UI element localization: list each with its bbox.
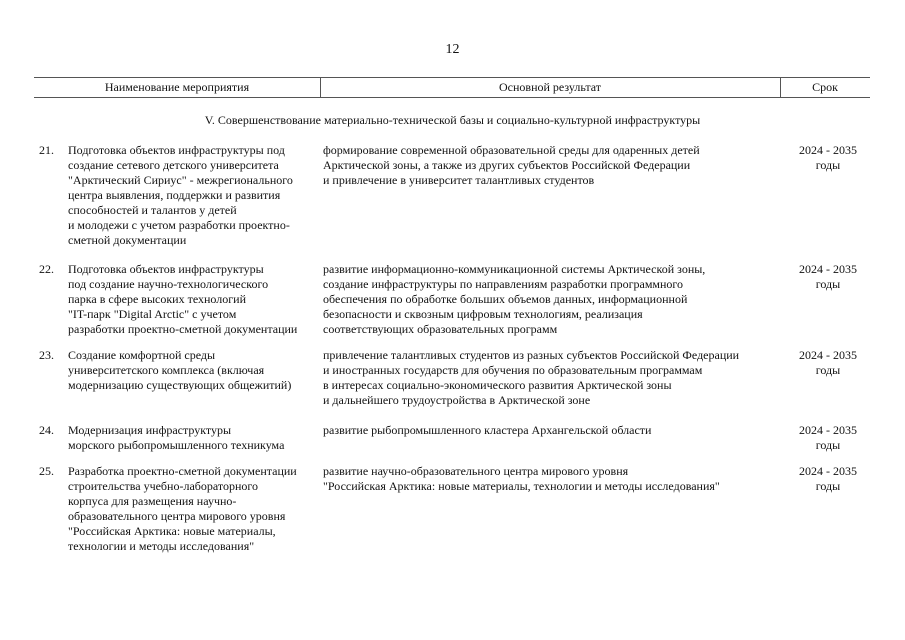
main-result-line: развитие рыбопромышленного кластера Архангельской области [323, 423, 652, 437]
page-number: 12 [445, 42, 460, 57]
term-line: 2024 - 2035 [799, 464, 857, 478]
header-result-column: Основной результат [498, 80, 601, 94]
term-line: 2024 - 2035 [799, 262, 857, 276]
term-line: 2024 - 2035 [799, 348, 857, 362]
row-number: 22. [39, 262, 54, 276]
event-name-line: создание сетевого детского университета [68, 158, 279, 172]
term-line: годы [815, 438, 841, 452]
column-divider [780, 78, 781, 97]
main-result-line: и привлечение в университет талантливых студентов [323, 173, 595, 187]
event-name-line: Создание комфортной среды [68, 348, 216, 362]
main-result-line: соответствующих образовательных программ [323, 322, 558, 336]
main-result-line: и иностранных государств для обучения по образовательным программам [323, 363, 703, 377]
event-name [68, 423, 316, 453]
main-result-line: "Российская Арктика: новые материалы, технологии и методы исследования" [323, 479, 720, 493]
row-number: 24. [39, 423, 54, 437]
term [786, 423, 870, 453]
table-header [34, 77, 870, 98]
term [786, 464, 870, 494]
event-name-line: модернизацию существующих общежитий) [68, 378, 292, 392]
header-name-column: Наименование мероприятия [104, 80, 250, 94]
main-result-line: привлечение талантливых студентов из разных субъектов Российской Федерации [323, 348, 740, 362]
event-name-line: университетского комплекса (включая [68, 363, 265, 377]
event-name-line: строительства учебно-лабораторного [68, 479, 259, 493]
event-name-line: под создание научно-технологического [68, 277, 269, 291]
event-name-line: сметной документации [68, 233, 187, 247]
main-result-line: в интересах социально-экономического развития Арктической зоны [323, 378, 672, 392]
main-result [323, 262, 783, 337]
main-result-line: развитие информационно-коммуникационной системы Арктической зоны, [323, 262, 706, 276]
event-name-line: "Российская Арктика: новые материалы, [68, 524, 276, 538]
term-line: годы [815, 479, 841, 493]
event-name-line: Подготовка объектов инфраструктуры [68, 262, 264, 276]
term-line: годы [815, 363, 841, 377]
row-number: 21. [39, 143, 54, 157]
event-name-line: способностей и талантов у детей [68, 203, 237, 217]
main-result-line: создание инфраструктуры по направлениям разработки программного [323, 277, 684, 291]
main-result [323, 464, 783, 494]
event-name-line: и молодежи с учетом разработки проектно- [68, 218, 290, 232]
event-name [68, 262, 316, 337]
main-result-line: безопасности и сквозным цифровым технологиям, реализация [323, 307, 643, 321]
row-number: 25. [39, 464, 54, 478]
main-result-line: Арктической зоны, а также из других субъектов Российской Федерации [323, 158, 691, 172]
main-result [323, 143, 783, 188]
event-name-line: технологии и методы исследования" [68, 539, 255, 553]
term-line: годы [815, 158, 841, 172]
event-name [68, 348, 316, 393]
term-line: 2024 - 2035 [799, 423, 857, 437]
header-term-column: Срок [812, 80, 838, 94]
main-result-line: формирование современной образовательной среды для одаренных детей [323, 143, 700, 157]
event-name-line: Модернизация инфраструктуры [68, 423, 232, 437]
event-name-line: центра выявления, поддержки и развития [68, 188, 281, 202]
event-name [68, 143, 316, 248]
term-line: годы [815, 277, 841, 291]
main-result [323, 423, 783, 438]
main-result-line: развитие научно-образовательного центра мирового уровня [323, 464, 629, 478]
section-title: V. Совершенствование материально-технической базы и социально-культурной инфраструктуры [204, 113, 701, 127]
event-name-line: образовательного центра мирового уровня [68, 509, 286, 523]
term [786, 348, 870, 378]
event-name [68, 464, 316, 554]
column-divider [320, 78, 321, 97]
main-result-line: обеспечения по обработке больших объемов данных, информационной [323, 292, 688, 306]
term [786, 262, 870, 292]
event-name-line: парка в сфере высоких технологий [68, 292, 247, 306]
row-number: 23. [39, 348, 54, 362]
main-result [323, 348, 783, 408]
event-name-line: разработки проектно-сметной документации [68, 322, 298, 336]
event-name-line: "IT-парк "Digital Arctic" с учетом [68, 307, 237, 321]
event-name-line: морского рыбопромышленного техникума [68, 438, 285, 452]
event-name-line: "Арктический Сириус" - межрегионального [68, 173, 293, 187]
event-name-line: Подготовка объектов инфраструктуры под [68, 143, 285, 157]
term [786, 143, 870, 173]
event-name-line: корпуса для размещения научно- [68, 494, 237, 508]
event-name-line: Разработка проектно-сметной документации [68, 464, 297, 478]
term-line: 2024 - 2035 [799, 143, 857, 157]
main-result-line: и дальнейшего трудоустройства в Арктической зоне [323, 393, 591, 407]
